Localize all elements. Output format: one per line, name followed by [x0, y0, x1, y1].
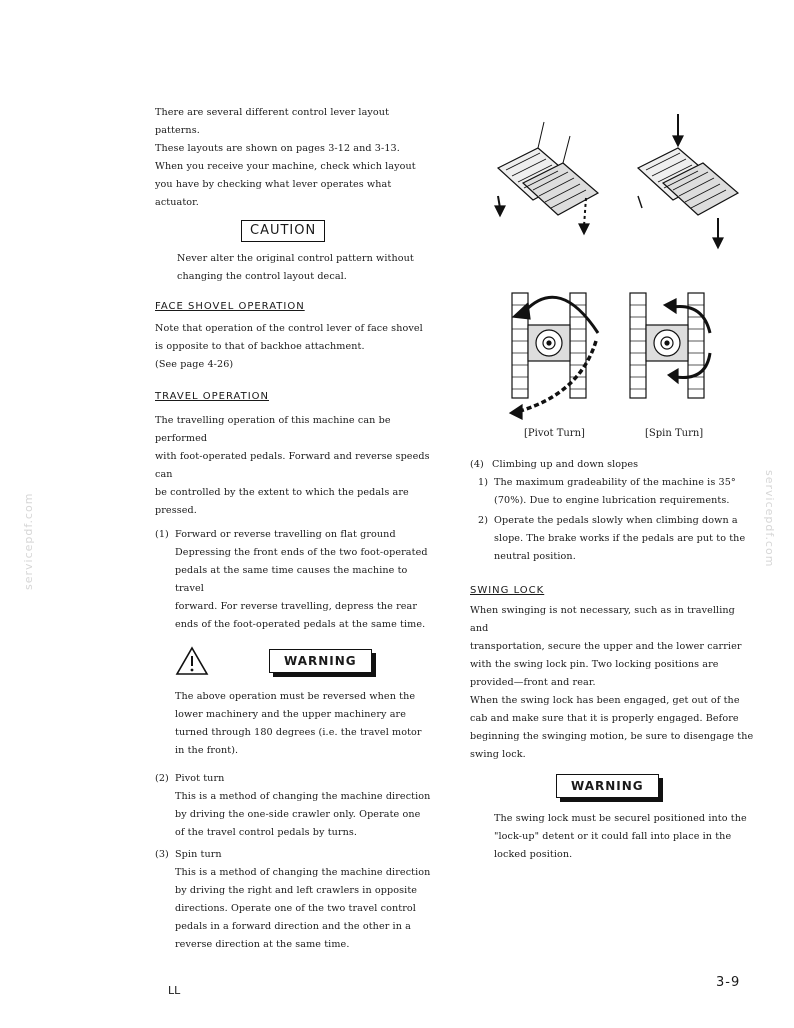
- swing-line: beginning the swinging motion, be sure to disengage the: [470, 731, 754, 742]
- swing-warning-line: "lock-up" detent or it could fall into place in the: [494, 831, 732, 842]
- warning-line: turned through 180 degrees (i.e. the travel motor: [175, 727, 422, 738]
- slope-line: slope. The brake works if the pedals are put to the: [494, 533, 746, 544]
- swing-warning-line: The swing lock must be securel positioned into the: [494, 813, 747, 824]
- face-shovel-line: (See page 4-26): [155, 359, 234, 370]
- spin-line: This is a method of changing the machine direction: [175, 867, 431, 878]
- intro-paragraph: [155, 104, 437, 212]
- watermark-right: servicepdf.com: [763, 470, 776, 568]
- item-number: (3): [155, 849, 169, 860]
- caution-label: CAUTION: [241, 220, 325, 242]
- spin-line: reverse direction at the same time.: [175, 939, 350, 950]
- spin-turn-diagram: [630, 293, 710, 398]
- swing-line: cab and make sure that it is properly engaged. Before: [470, 713, 739, 724]
- face-shovel-line: is opposite to that of backhoe attachment.: [155, 341, 365, 352]
- slope-line: (70%). Due to engine lubrication requirements.: [494, 495, 730, 506]
- swing-line: transportation, secure the upper and the lower carrier: [470, 641, 742, 652]
- swing-lock-paragraph: [470, 602, 755, 764]
- travel-heading: TRAVEL OPERATION: [155, 391, 269, 402]
- intro-line: These layouts are shown on pages 3-12 and 3-13.: [155, 143, 400, 154]
- forward-description: [155, 544, 437, 634]
- spin-turn-caption: [Spin Turn]: [645, 428, 704, 439]
- swing-line: with the swing lock pin. Two locking positions are: [470, 659, 719, 670]
- travel-line: with foot-operated pedals. Forward and reverse speeds can: [155, 451, 430, 480]
- slope-line: Operate the pedals slowly when climbing down a: [494, 515, 738, 526]
- pivot-line: of the travel control pedals by turns.: [175, 827, 358, 838]
- swing-warning-text: [470, 810, 755, 864]
- travel-paragraph: [155, 412, 437, 520]
- warning-text: [155, 688, 437, 760]
- item-title: Spin turn: [175, 849, 222, 860]
- caution-line: Never alter the original control pattern without: [177, 253, 414, 264]
- forward-line: Depressing the front ends of the two foot-operated: [175, 547, 428, 558]
- pivot-line: by driving the one-side crawler only. Operate one: [175, 809, 421, 820]
- warning-line: lower machinery and the upper machinery are: [175, 709, 406, 720]
- swing-warning-label: WARNING: [556, 774, 659, 798]
- spin-description: [155, 864, 437, 954]
- slope-subitem-1: [470, 474, 755, 510]
- turn-diagrams: [500, 283, 730, 423]
- item-number: (1): [155, 529, 169, 540]
- travel-line: The travelling operation of this machine can be performed: [155, 415, 391, 444]
- pedal-pair-reverse: [638, 114, 738, 248]
- item-title: Forward or reverse travelling on flat ground: [175, 529, 396, 540]
- slope-line: neutral position.: [494, 551, 576, 562]
- travel-line: be controlled by the extent to which the pedals are pressed.: [155, 487, 409, 516]
- swing-lock-heading: SWING LOCK: [470, 585, 545, 596]
- left-column: [155, 104, 437, 954]
- forward-line: ends of the foot-operated pedals at the same time.: [175, 619, 426, 630]
- caution-line: changing the control layout decal.: [177, 271, 347, 282]
- item-title: Pivot turn: [175, 773, 225, 784]
- swing-line: provided—front and rear.: [470, 677, 596, 688]
- right-column: [470, 456, 755, 864]
- travel-item-spin: [155, 846, 437, 864]
- pivot-turn-caption: [Pivot Turn]: [524, 428, 585, 439]
- warning-line: in the front).: [175, 745, 239, 756]
- swing-warning-line: locked position.: [494, 849, 573, 860]
- face-shovel-heading: FACE SHOVEL OPERATION: [155, 301, 305, 312]
- pivot-description: [155, 788, 437, 842]
- intro-line: you have by checking what lever operates what actuator.: [155, 179, 392, 208]
- swing-line: When the swing lock has been engaged, get out of the: [470, 695, 740, 706]
- forward-line: forward. For reverse travelling, depress the rear: [175, 601, 418, 612]
- spin-line: pedals in a forward direction and the other in a: [175, 921, 411, 932]
- warning-label: WARNING: [269, 649, 372, 673]
- footer-code: LL: [168, 984, 181, 997]
- pivot-turn-diagram: [510, 293, 598, 419]
- intro-line: When you receive your machine, check which layout: [155, 161, 416, 172]
- item-number: (4): [470, 459, 484, 470]
- watermark-left: servicepdf.com: [22, 492, 35, 590]
- intro-line: There are several different control lever layout patterns.: [155, 107, 390, 136]
- spin-line: by driving the right and left crawlers in opposite: [175, 885, 418, 896]
- item-number: (2): [155, 773, 169, 784]
- pivot-line: This is a method of changing the machine direction: [175, 791, 431, 802]
- slopes-item: [470, 456, 755, 474]
- warning-line: The above operation must be reversed when the: [175, 691, 416, 702]
- spin-line: directions. Operate one of the two travel control: [175, 903, 416, 914]
- caution-text: [155, 250, 437, 286]
- face-shovel-line: Note that operation of the control lever of face shovel: [155, 323, 423, 334]
- subitem-number: 2): [478, 515, 489, 526]
- swing-line: swing lock.: [470, 749, 526, 760]
- warning-triangle-icon: [175, 646, 209, 676]
- page-number: 3-9: [716, 975, 741, 990]
- travel-item-forward: [155, 526, 437, 544]
- item-title: Climbing up and down slopes: [492, 459, 639, 470]
- pedal-pair-forward: [495, 122, 598, 234]
- travel-item-pivot: [155, 770, 437, 788]
- face-shovel-paragraph: [155, 320, 437, 374]
- pedal-illustration: [478, 108, 758, 258]
- slope-line: The maximum gradeability of the machine is 35°: [494, 477, 736, 488]
- subitem-number: 1): [478, 477, 489, 488]
- warning-row: [175, 646, 437, 676]
- forward-line: pedals at the same time causes the machine to travel: [175, 565, 408, 594]
- swing-line: When swinging is not necessary, such as in travelling and: [470, 605, 735, 634]
- slope-subitem-2: [470, 512, 755, 566]
